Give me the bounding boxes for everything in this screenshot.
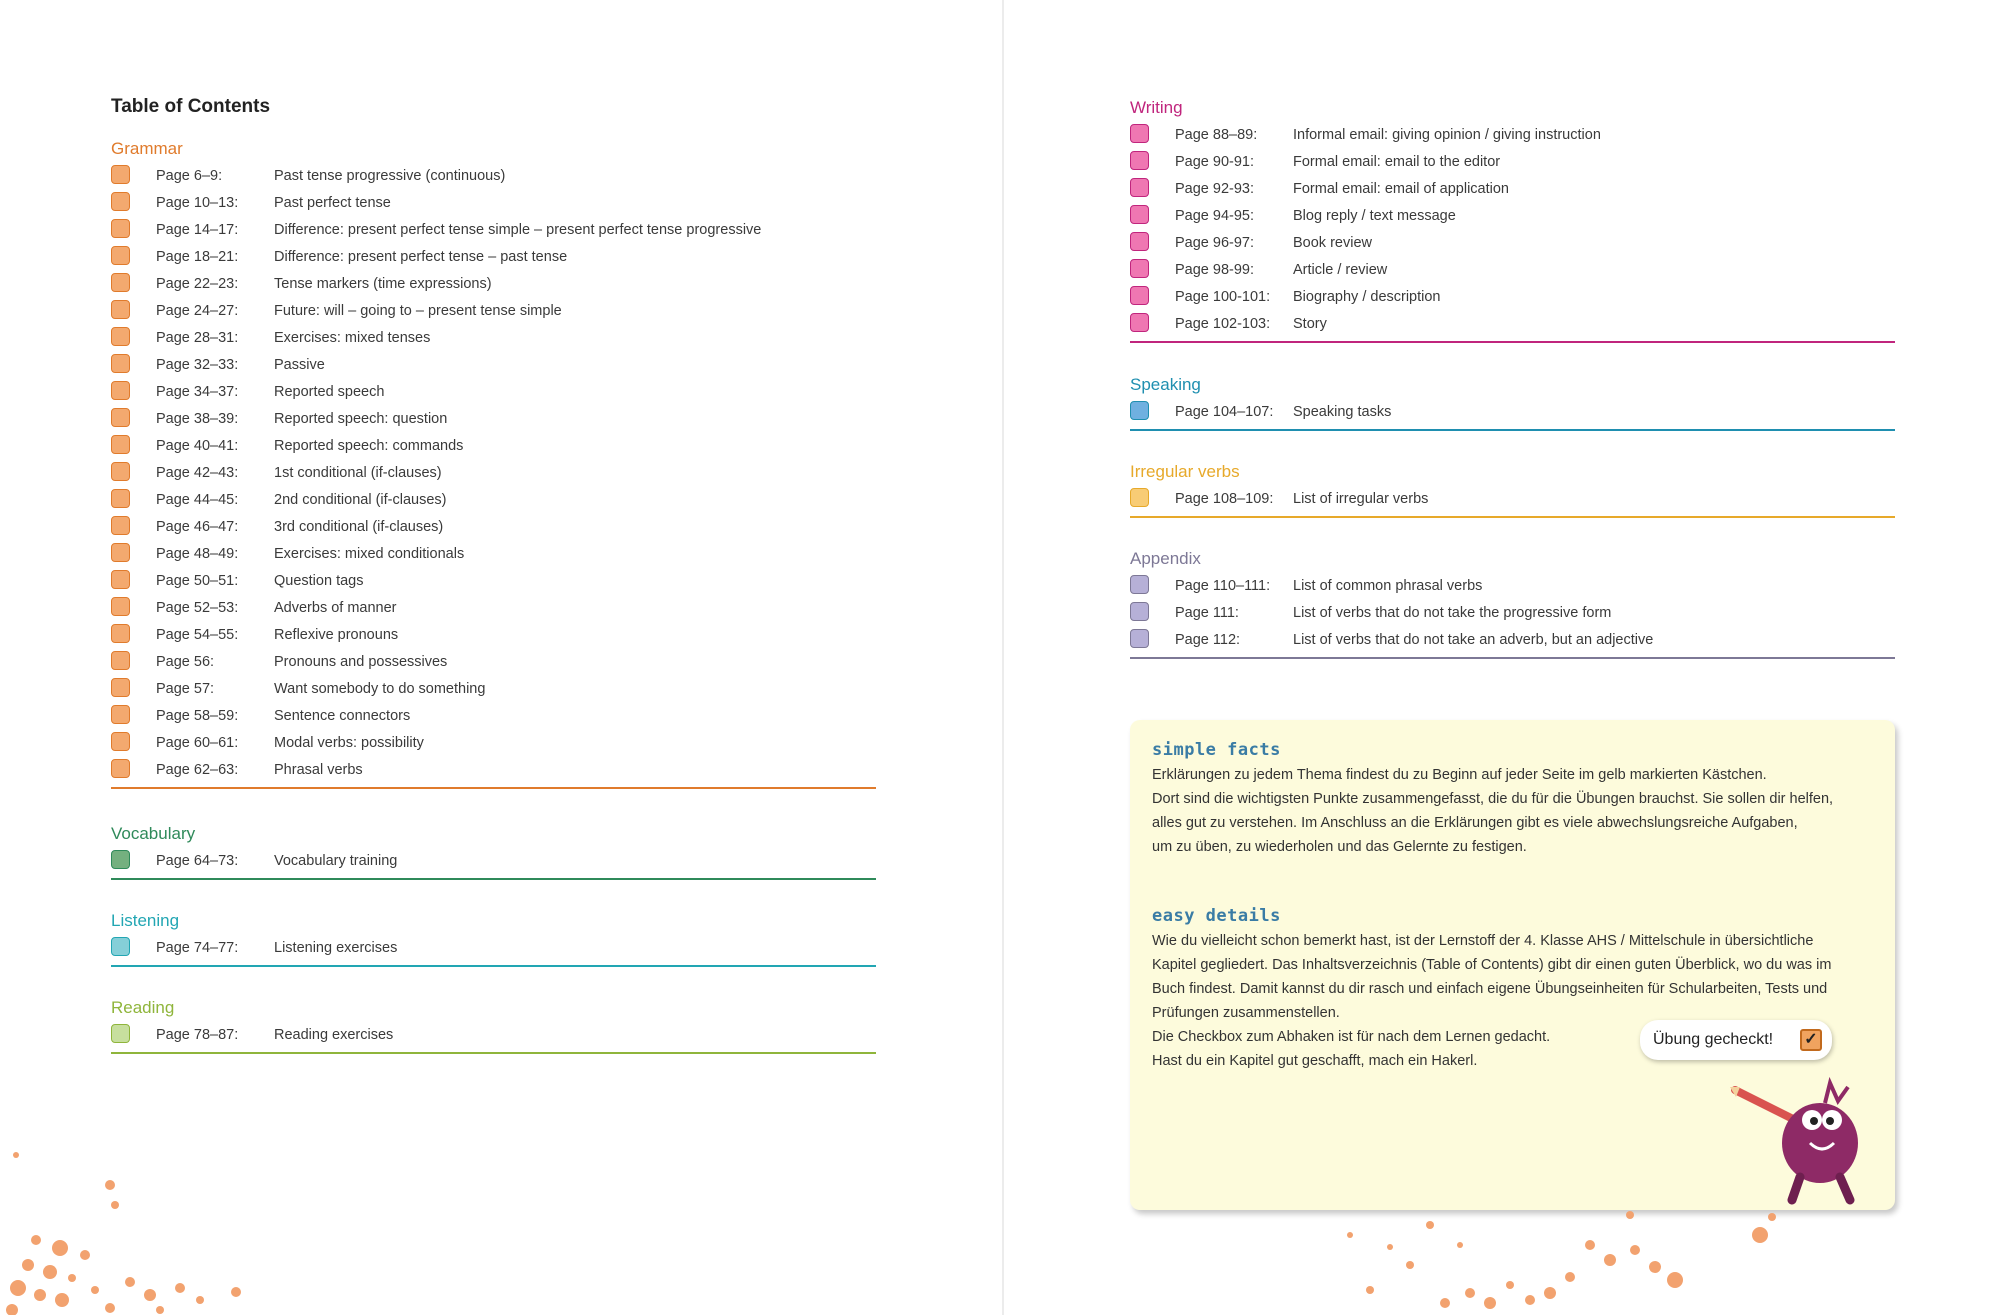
checkbox[interactable]: [111, 273, 130, 292]
page-range: Page 42–43:: [156, 465, 239, 481]
toc-row: [111, 164, 876, 191]
checkbox[interactable]: [1130, 401, 1149, 420]
page-range: Page 62–63:: [156, 762, 239, 778]
checkbox[interactable]: [1130, 205, 1149, 224]
page-range: Page 108–109:: [1175, 491, 1274, 507]
text-line: Buch findest. Damit kannst du dir rasch und einfach eigene Übungseinheiten für Schularbeiten, Tests und: [1152, 981, 1828, 997]
toc-row: [1130, 204, 1895, 231]
checkbox[interactable]: [111, 327, 130, 346]
checkbox[interactable]: [111, 462, 130, 481]
text-line: um zu üben, zu wiederholen und das Gelernte zu festigen.: [1152, 839, 1527, 855]
page-range: Page 90-91:: [1175, 154, 1255, 170]
checkbox[interactable]: [111, 219, 130, 238]
dot-decoration-left: [0, 1110, 260, 1315]
topic-title: Speaking tasks: [1293, 404, 1392, 420]
page-range: Page 74–77:: [156, 940, 239, 956]
checkbox[interactable]: [111, 850, 130, 869]
page-range: Page 88–89:: [1175, 127, 1258, 143]
toc-row: [111, 299, 876, 326]
page-range: Page 104–107:: [1175, 404, 1274, 420]
checkbox[interactable]: [111, 624, 130, 643]
checkbox[interactable]: [1130, 602, 1149, 621]
topic-title: Future: will – going to – present tense simple: [274, 303, 562, 319]
appendix-section: [1130, 548, 1895, 659]
listening-section-title: Listening: [111, 911, 180, 930]
checkbox[interactable]: [111, 543, 130, 562]
topic-title: Difference: present perfect tense – past tense: [274, 249, 568, 265]
simple-facts-heading: simple facts: [1152, 740, 1281, 760]
toc-row: [111, 326, 876, 353]
text-line: Die Checkbox zum Abhaken ist für nach dem Lernen gedacht.: [1152, 1029, 1551, 1045]
page-range: Page 6–9:: [156, 168, 223, 184]
toc-row: [111, 677, 876, 704]
topic-title: Book review: [1293, 235, 1372, 251]
page-range: Page 110–111:: [1175, 578, 1271, 594]
topic-title: Reading exercises: [274, 1027, 394, 1043]
toc-row: [111, 218, 876, 245]
section-rule: [111, 1052, 876, 1054]
toc-row: [111, 542, 876, 569]
topic-title: List of common phrasal verbs: [1293, 578, 1483, 594]
pencil-shape: [1735, 1090, 1795, 1120]
topic-title: Tense markers (time expressions): [274, 276, 492, 292]
toc-row: [111, 650, 876, 677]
dots-group: [1347, 1211, 1776, 1309]
checkbox[interactable]: [1130, 286, 1149, 305]
topic-title: Want somebody to do something: [274, 681, 486, 697]
topic-title: Adverbs of manner: [274, 600, 397, 616]
toc-row: [111, 623, 876, 650]
toc-row: [111, 515, 876, 542]
toc-row: [111, 1023, 876, 1050]
topic-title: 2nd conditional (if-clauses): [274, 492, 447, 508]
toc-row: [111, 245, 876, 272]
page-range: Page 24–27:: [156, 303, 239, 319]
topic-title: Past perfect tense: [274, 195, 391, 211]
topic-title: Informal email: giving opinion / giving instruction: [1293, 127, 1601, 143]
checkbox[interactable]: [111, 732, 130, 751]
topic-title: Story: [1293, 316, 1327, 332]
page-range: Page 44–45:: [156, 492, 239, 508]
toc-row: [1130, 601, 1895, 628]
page-range: Page 32–33:: [156, 357, 239, 373]
toc-row: [111, 731, 876, 758]
section-rule: [1130, 516, 1895, 518]
toc-row: [1130, 231, 1895, 258]
page-range: Page 98-99:: [1175, 262, 1255, 278]
checkbox[interactable]: [111, 489, 130, 508]
grammar-section-title: Grammar: [111, 139, 183, 158]
easy-details-heading: easy details: [1152, 906, 1281, 926]
toc-row: [1130, 285, 1895, 312]
toc-row: [1130, 177, 1895, 204]
toc-row: [111, 596, 876, 623]
toc-row: [1130, 258, 1895, 285]
page-range: Page 46–47:: [156, 519, 239, 535]
checkbox[interactable]: [111, 381, 130, 400]
checkbox[interactable]: [111, 246, 130, 265]
checkbox[interactable]: [1130, 575, 1149, 594]
section-rule: [1130, 657, 1895, 659]
toc-row: [111, 849, 876, 876]
checkbox[interactable]: [111, 570, 130, 589]
topic-title: Listening exercises: [274, 940, 398, 956]
checkbox[interactable]: [1130, 259, 1149, 278]
topic-title: Formal email: email to the editor: [1293, 154, 1501, 170]
page-range: Page 34–37:: [156, 384, 239, 400]
page-range: Page 78–87:: [156, 1027, 239, 1043]
speaking-section: [1130, 374, 1895, 431]
checkbox[interactable]: [1130, 151, 1149, 170]
appendix-section-title: Appendix: [1130, 549, 1201, 568]
page-range: Page 111:: [1175, 605, 1239, 621]
irregular-verbs-section: [1130, 461, 1895, 518]
topic-title: Reported speech: question: [274, 411, 448, 427]
toc-row: [1130, 123, 1895, 150]
topic-title: Article / review: [1293, 262, 1388, 278]
topic-title: Question tags: [274, 573, 364, 589]
toc-row: [111, 569, 876, 596]
mascot-pupil-left-shape: [1810, 1117, 1818, 1125]
page-range: Page 14–17:: [156, 222, 239, 238]
checkbox[interactable]: [111, 516, 130, 535]
checkbox[interactable]: [1130, 488, 1149, 507]
topic-title: Reflexive pronouns: [274, 627, 399, 643]
topic-title: Vocabulary training: [274, 853, 398, 869]
checkbox[interactable]: [111, 300, 130, 319]
toc-row: [111, 380, 876, 407]
dots-group: [6, 1152, 241, 1315]
topic-title: List of irregular verbs: [1293, 491, 1429, 507]
page-range: Page 64–73:: [156, 853, 239, 869]
section-rule: [111, 965, 876, 967]
toc-row: [1130, 487, 1895, 514]
info-box: [1130, 720, 1895, 1210]
toc-row: [111, 488, 876, 515]
toc-row: [1130, 150, 1895, 177]
section-rule: [1130, 429, 1895, 431]
topic-title: Exercises: mixed tenses: [274, 330, 431, 346]
page-range: Page 100-101:: [1175, 289, 1271, 305]
vocabulary-section-title: Vocabulary: [111, 824, 196, 843]
text-line: Erklärungen zu jedem Thema findest du zu Beginn auf jeder Seite im gelb markierten Kästchen.: [1152, 767, 1767, 783]
text-line: Wie du vielleicht schon bemerkt hast, ist der Lernstoff der 4. Klasse AHS / Mittelschule in übersichtliche: [1152, 933, 1814, 949]
page-range: Page 52–53:: [156, 600, 239, 616]
dot-decoration-right: [1330, 1205, 1780, 1315]
page-range: Page 40–41:: [156, 438, 239, 454]
page-range: Page 94-95:: [1175, 208, 1255, 224]
section-rule: [111, 878, 876, 880]
topic-title: Sentence connectors: [274, 708, 411, 724]
topic-title: Pronouns and possessives: [274, 654, 448, 670]
checkbox[interactable]: [111, 678, 130, 697]
topic-title: Modal verbs: possibility: [274, 735, 424, 751]
checkbox[interactable]: [111, 597, 130, 616]
page-range: Page 10–13:: [156, 195, 239, 211]
toc-row: [111, 434, 876, 461]
topic-title: Difference: present perfect tense simple – present perfect tense progressive: [274, 222, 762, 238]
page-range: Page 60–61:: [156, 735, 239, 751]
checkbox[interactable]: [111, 759, 130, 778]
mascot-hair-shape: [1825, 1083, 1848, 1103]
toc-row: [111, 758, 876, 785]
checkbox[interactable]: [1130, 629, 1149, 648]
section-rule: [1130, 341, 1895, 343]
page-range: Page 96-97:: [1175, 235, 1255, 251]
text-line: Kapitel gegliedert. Das Inhaltsverzeichnis (Table of Contents) gibt dir einen guten Überblick, wo du was im: [1152, 957, 1832, 973]
toc-row: [1130, 400, 1895, 427]
topic-title: Blog reply / text message: [1293, 208, 1456, 224]
checkbox[interactable]: [1130, 313, 1149, 332]
topic-title: Exercises: mixed conditionals: [274, 546, 465, 562]
topic-title: 1st conditional (if-clauses): [274, 465, 442, 481]
text-line: alles gut zu verstehen. Im Anschluss an die Erklärungen gibt es viele abwechslungsreiche Aufgaben,: [1152, 815, 1798, 831]
toc-row: [111, 461, 876, 488]
speech-bubble-text: Übung gecheckt!: [1653, 1031, 1774, 1048]
checkbox[interactable]: [111, 435, 130, 454]
page-range: Page 112:: [1175, 632, 1241, 648]
grammar-section: [111, 138, 876, 789]
checkbox[interactable]: [1130, 124, 1149, 143]
toc-row: [1130, 574, 1895, 601]
toc-row: [111, 272, 876, 299]
page-range: Page 18–21:: [156, 249, 239, 265]
writing-section-title: Writing: [1130, 98, 1183, 117]
topic-title: 3rd conditional (if-clauses): [274, 519, 444, 535]
vocabulary-section: [111, 823, 876, 880]
checkbox[interactable]: [1130, 178, 1149, 197]
page-range: Page 50–51:: [156, 573, 239, 589]
topic-title: List of verbs that do not take the progressive form: [1293, 605, 1612, 621]
page-range: Page 54–55:: [156, 627, 239, 643]
checkbox[interactable]: [111, 408, 130, 427]
irregular-section-title: Irregular verbs: [1130, 462, 1240, 481]
topic-title: Reported speech: commands: [274, 438, 464, 454]
toc-row: [111, 191, 876, 218]
text-line: Dort sind die wichtigsten Punkte zusammengefasst, die du für die Übungen brauchst. Sie sollen dir helfen,: [1152, 791, 1834, 807]
reading-section: [111, 997, 876, 1054]
toc-row: [111, 936, 876, 963]
page-range: Page 56:: [156, 654, 215, 670]
topic-title: Passive: [274, 357, 325, 373]
writing-section: [1130, 97, 1895, 343]
page-range: Page 28–31:: [156, 330, 239, 346]
topic-title: Formal email: email of application: [1293, 181, 1509, 197]
page-range: Page 48–49:: [156, 546, 239, 562]
toc-row: [1130, 628, 1895, 655]
page-gutter: [1002, 0, 1004, 1315]
checkbox[interactable]: [111, 192, 130, 211]
checkbox[interactable]: [111, 651, 130, 670]
toc-row: [1130, 312, 1895, 339]
speech-bubble: [1640, 1020, 1832, 1060]
topic-title: Reported speech: [274, 384, 385, 400]
page-range: Page 57:: [156, 681, 215, 697]
page-range: Page 92-93:: [1175, 181, 1255, 197]
checkbox[interactable]: [111, 705, 130, 724]
topic-title: Biography / description: [1293, 289, 1441, 305]
section-rule: [111, 787, 876, 789]
page-range: Page 22–23:: [156, 276, 239, 292]
page-title: Table of Contents: [111, 96, 271, 117]
checkmark-icon: ✓: [1800, 1029, 1822, 1051]
topic-title: Past tense progressive (continuous): [274, 168, 506, 184]
mascot-pupil-right-shape: [1826, 1117, 1834, 1125]
page-range: Page 102-103:: [1175, 316, 1271, 332]
checkbox[interactable]: [111, 165, 130, 184]
toc-row: [111, 353, 876, 380]
checkbox[interactable]: [111, 1024, 130, 1043]
topic-title: Phrasal verbs: [274, 762, 363, 778]
text-line: Prüfungen zusammenstellen.: [1152, 1005, 1340, 1021]
simple-facts-text: [1152, 763, 1882, 859]
checkbox[interactable]: [1130, 232, 1149, 251]
topic-title: List of verbs that do not take an adverb, but an adjective: [1293, 632, 1654, 648]
reading-section-title: Reading: [111, 998, 175, 1017]
listening-section: [111, 910, 876, 967]
text-line: Hast du ein Kapitel gut geschafft, mach ein Hakerl.: [1152, 1053, 1478, 1069]
page-range: Page 58–59:: [156, 708, 239, 724]
speaking-section-title: Speaking: [1130, 375, 1201, 394]
monster-mascot-illustration: [1730, 1065, 1880, 1205]
toc-row: [111, 704, 876, 731]
checkbox[interactable]: [111, 937, 130, 956]
page-range: Page 38–39:: [156, 411, 239, 427]
toc-row: [111, 407, 876, 434]
checkbox[interactable]: [111, 354, 130, 373]
